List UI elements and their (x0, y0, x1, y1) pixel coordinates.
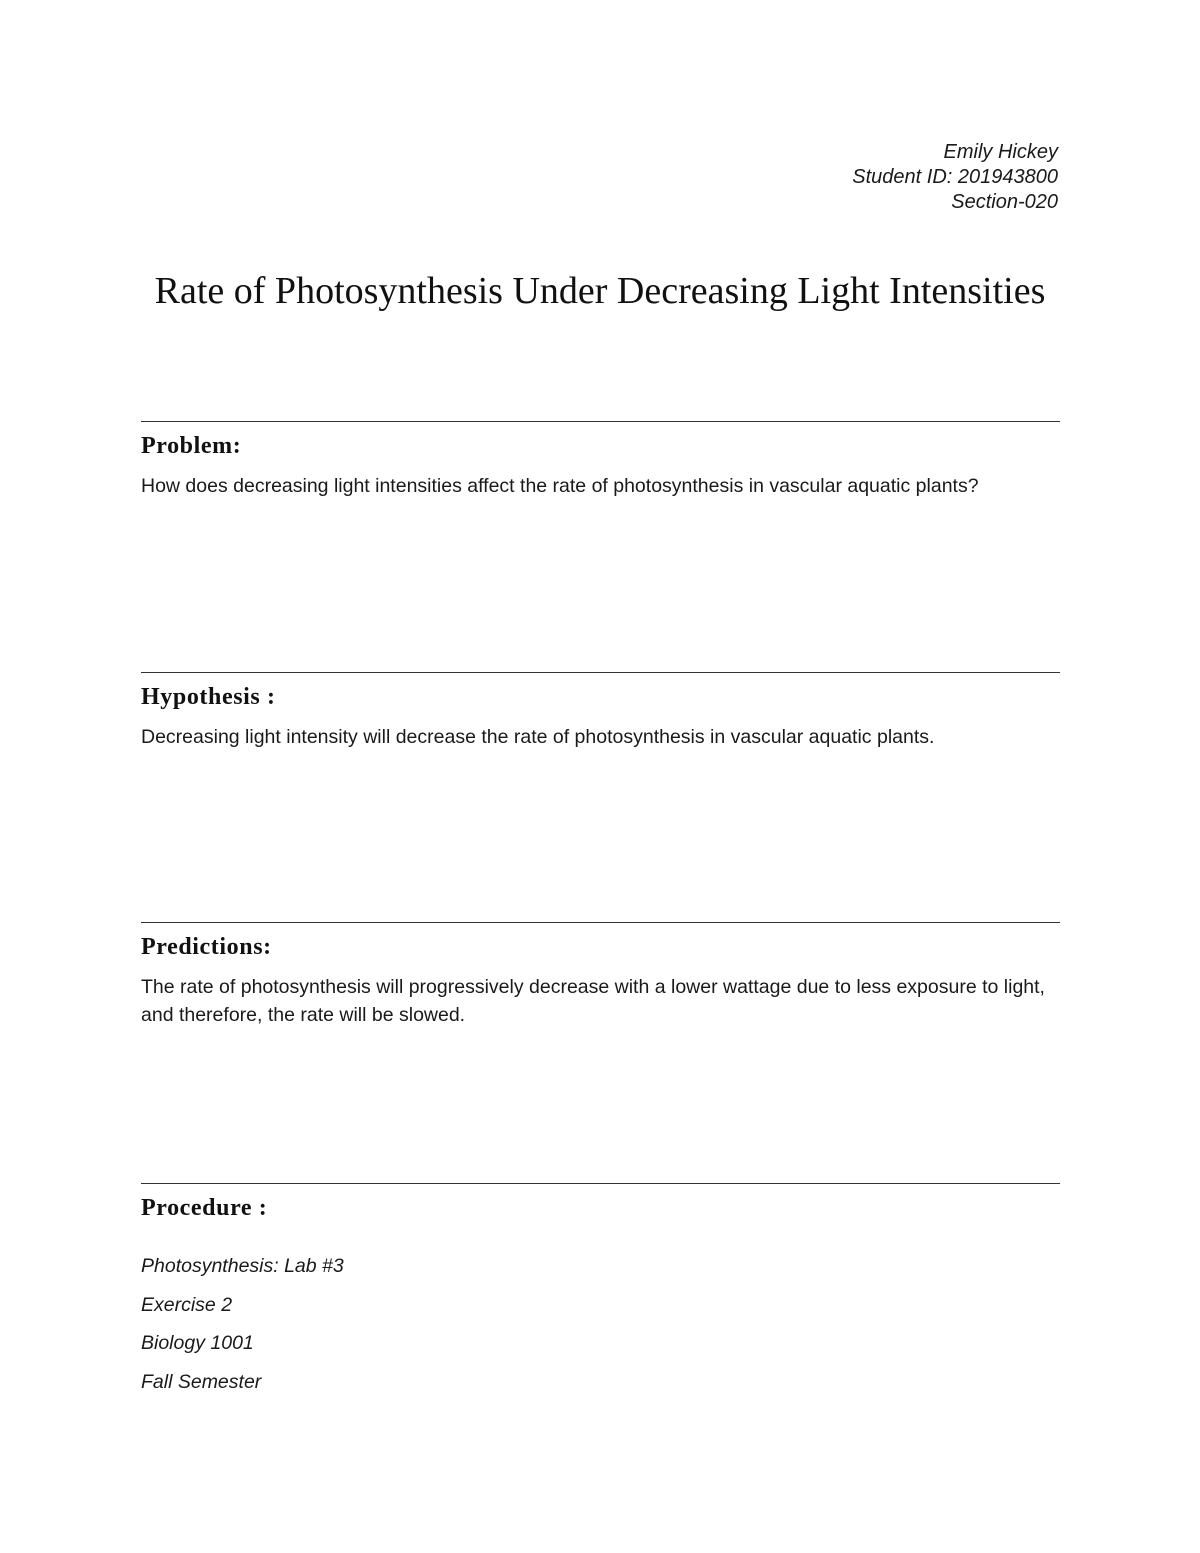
document-title: Rate of Photosynthesis Under Decreasing Light Intensities (154, 270, 1046, 312)
procedure-item: Biology 1001 (141, 1332, 254, 1354)
procedure-section (141, 1183, 1060, 1408)
procedure-list (141, 1254, 1060, 1408)
procedure-item: Photosynthesis: Lab #3 (141, 1255, 344, 1277)
problem-section (141, 421, 1060, 500)
predictions-text: The rate of photosynthesis will progressively decrease with a lower wattage due to less exposure to light, and therefore, the rate will be slowed. (141, 976, 1045, 1026)
predictions-section (141, 922, 1060, 1029)
section-divider (141, 672, 1060, 673)
predictions-heading: Predictions: (141, 934, 272, 960)
student-id: Student ID: 201943800 (852, 166, 1058, 188)
hypothesis-text: Decreasing light intensity will decrease the rate of photosynthesis in vascular aquatic plants. (141, 726, 935, 748)
procedure-item: Exercise 2 (141, 1293, 233, 1316)
section-divider (141, 922, 1060, 923)
hypothesis-heading: Hypothesis : (141, 684, 276, 710)
procedure-heading: Procedure : (141, 1195, 268, 1221)
student-section: Section-020 (951, 191, 1058, 213)
student-name: Emily Hickey (943, 141, 1058, 163)
hypothesis-section (141, 672, 1060, 751)
student-info-block (852, 140, 1058, 215)
section-divider (141, 1183, 1060, 1184)
problem-text: How does decreasing light intensities affect the rate of photosynthesis in vascular aquatic plants? (141, 475, 979, 497)
procedure-item: Fall Semester (141, 1370, 262, 1393)
problem-heading: Problem: (141, 433, 242, 459)
section-divider (141, 421, 1060, 422)
